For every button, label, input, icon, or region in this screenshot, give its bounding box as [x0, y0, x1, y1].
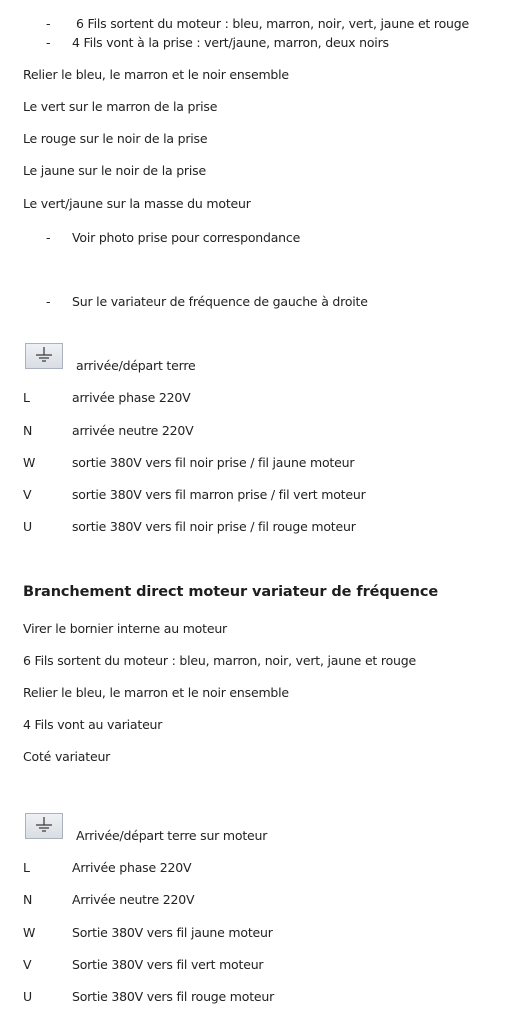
- terminal-desc: Sortie 380V vers fil rouge moteur: [72, 989, 275, 1004]
- terminal-code: N: [23, 423, 33, 438]
- terminal-desc: sortie 380V vers fil marron prise / fil vert moteur: [72, 487, 366, 502]
- terminal-code: L: [23, 860, 30, 875]
- ground-label: Arrivée/départ terre sur moteur: [76, 828, 268, 843]
- terminal-desc: arrivée phase 220V: [72, 390, 191, 405]
- instruction-line: 4 Fils vont au variateur: [23, 717, 163, 732]
- terminal-desc: sortie 380V vers fil noir prise / fil jaune moteur: [72, 455, 355, 470]
- bullet-text: 4 Fils vont à la prise : vert/jaune, marron, deux noirs: [72, 35, 389, 50]
- bullet-text: Sur le variateur de fréquence de gauche à droite: [72, 294, 368, 309]
- instruction-line: 6 Fils sortent du moteur : bleu, marron, noir, vert, jaune et rouge: [23, 653, 416, 668]
- instruction-line: Le vert/jaune sur la masse du moteur: [23, 196, 251, 211]
- terminal-desc: Arrivée neutre 220V: [72, 892, 195, 907]
- terminal-code: W: [23, 455, 36, 470]
- terminal-code: N: [23, 892, 33, 907]
- bullet-dash: -: [46, 16, 51, 31]
- terminal-code: L: [23, 390, 30, 405]
- bullet-text: 6 Fils sortent du moteur : bleu, marron, noir, vert, jaune et rouge: [76, 16, 469, 31]
- terminal-desc: arrivée neutre 220V: [72, 423, 194, 438]
- terminal-code: U: [23, 519, 32, 534]
- terminal-desc: Arrivée phase 220V: [72, 860, 192, 875]
- instruction-line: Relier le bleu, le marron et le noir ensemble: [23, 67, 289, 82]
- section-heading: Branchement direct moteur variateur de fréquence: [23, 584, 439, 600]
- bullet-dash: -: [46, 294, 51, 309]
- instruction-line: Le vert sur le marron de la prise: [23, 99, 218, 114]
- terminal-desc: Sortie 380V vers fil vert moteur: [72, 957, 264, 972]
- ground-symbol-icon: [25, 813, 63, 839]
- ground-symbol-icon: [25, 343, 63, 369]
- ground-label: arrivée/départ terre: [76, 358, 196, 373]
- instruction-line: Le rouge sur le noir de la prise: [23, 131, 208, 146]
- terminal-code: U: [23, 989, 32, 1004]
- instruction-line: Relier le bleu, le marron et le noir ensemble: [23, 685, 289, 700]
- terminal-code: V: [23, 957, 32, 972]
- bullet-text: Voir photo prise pour correspondance: [72, 230, 301, 245]
- terminal-code: W: [23, 925, 36, 940]
- terminal-code: V: [23, 487, 32, 502]
- instruction-line: Le jaune sur le noir de la prise: [23, 163, 206, 178]
- terminal-desc: Sortie 380V vers fil jaune moteur: [72, 925, 273, 940]
- instruction-line: Coté variateur: [23, 749, 111, 764]
- bullet-dash: -: [46, 230, 51, 245]
- bullet-dash: -: [46, 35, 51, 50]
- terminal-desc: sortie 380V vers fil noir prise / fil rouge moteur: [72, 519, 356, 534]
- instruction-line: Virer le bornier interne au moteur: [23, 621, 227, 636]
